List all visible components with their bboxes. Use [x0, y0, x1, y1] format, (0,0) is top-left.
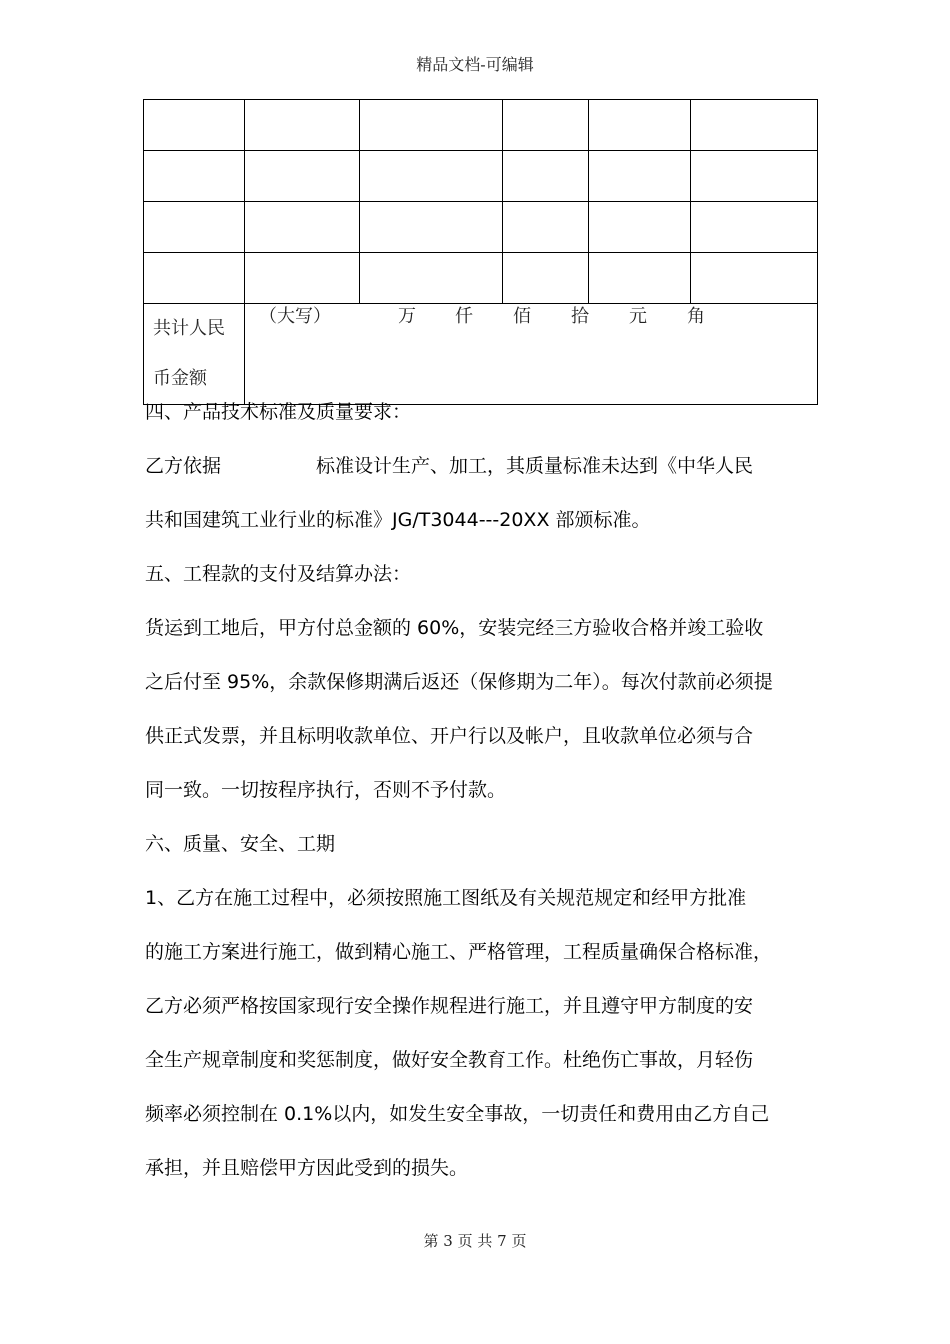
page-footer: 第 3 页 共 7 页 — [423, 1232, 527, 1250]
amount-caps-label: （大写） — [259, 306, 331, 327]
table-cell — [503, 100, 589, 151]
s4-text-a: 乙方依据 — [145, 455, 222, 477]
table-row — [144, 202, 818, 253]
table-cell — [691, 100, 818, 151]
page-header: 精品文档-可编辑 — [416, 55, 534, 74]
table-cell — [589, 202, 691, 253]
table-cell — [589, 151, 691, 202]
section-6-line: 的施工方案进行施工，做到精心施工、严格管理，工程质量确保合格标准， — [145, 941, 773, 963]
section-5-title: 五、工程款的支付及结算办法： — [145, 563, 412, 585]
unit-jiao: 角 — [687, 306, 705, 327]
section-6-line: 全生产规章制度和奖惩制度，做好安全教育工作。杜绝伤亡事故，月轻伤 — [145, 1049, 754, 1071]
table-cell — [691, 151, 818, 202]
table-cell — [503, 253, 589, 304]
section-6-title: 六、质量、安全、工期 — [145, 833, 336, 855]
unit-bai: 佰 — [513, 306, 531, 327]
table-row — [144, 100, 818, 151]
section-6-line: 乙方必须严格按国家现行安全操作规程进行施工，并且遵守甲方制度的安 — [145, 995, 754, 1017]
table-cell — [503, 202, 589, 253]
table-cell — [589, 253, 691, 304]
table-cell — [503, 151, 589, 202]
section-5-line: 供正式发票，并且标明收款单位、开户行以及帐户，且收款单位必须与合 — [145, 725, 754, 747]
table-cell — [691, 202, 818, 253]
section-6-line: 1、乙方在施工过程中，必须按照施工图纸及有关规范规定和经甲方批准 — [145, 887, 747, 909]
table-cell — [245, 253, 360, 304]
table-cell — [245, 202, 360, 253]
s4-text-b: 标准设计生产、加工，其质量标准未达到《中华人民 — [316, 455, 754, 477]
unit-qian: 仟 — [455, 306, 473, 327]
section-6-line: 频率必须控制在 0.1%以内，如发生安全事故，一切责任和费用由乙方自己 — [145, 1103, 770, 1125]
section-4-paragraph-line: 共和国建筑工业行业的标准》JG/T3044---20XX 部颁标准。 — [145, 509, 651, 531]
unit-yuan: 元 — [629, 306, 647, 327]
table-cell — [691, 253, 818, 304]
table-row — [144, 151, 818, 202]
section-6-line: 承担，并且赔偿甲方因此受到的损失。 — [145, 1157, 469, 1179]
contract-body — [145, 385, 817, 1195]
total-label-line1: 共计人民 — [153, 318, 225, 339]
price-table — [143, 99, 818, 405]
table-cell — [144, 151, 245, 202]
section-5-line: 之后付至 95%，余款保修期满后返还（保修期为二年）。每次付款前必须提 — [145, 671, 773, 693]
section-4-paragraph-line — [145, 439, 817, 493]
total-label-line2: 币金额 — [153, 368, 207, 389]
table-cell — [360, 151, 503, 202]
table-cell — [360, 253, 503, 304]
table-cell — [144, 253, 245, 304]
unit-shi: 拾 — [571, 306, 589, 327]
table-cell — [589, 100, 691, 151]
table-cell — [360, 100, 503, 151]
section-4-title: 四、产品技术标准及质量要求： — [145, 401, 412, 423]
table-cell — [144, 202, 245, 253]
section-5-line: 货运到工地后，甲方付总金额的 60%，安装完经三方验收合格并竣工验收 — [145, 617, 764, 639]
table-cell — [245, 100, 360, 151]
table-cell — [245, 151, 360, 202]
table-cell — [144, 100, 245, 151]
unit-wan: 万 — [398, 306, 416, 327]
section-5-line: 同一致。一切按程序执行，否则不予付款。 — [145, 779, 507, 801]
table-cell — [360, 202, 503, 253]
table-row — [144, 253, 818, 304]
